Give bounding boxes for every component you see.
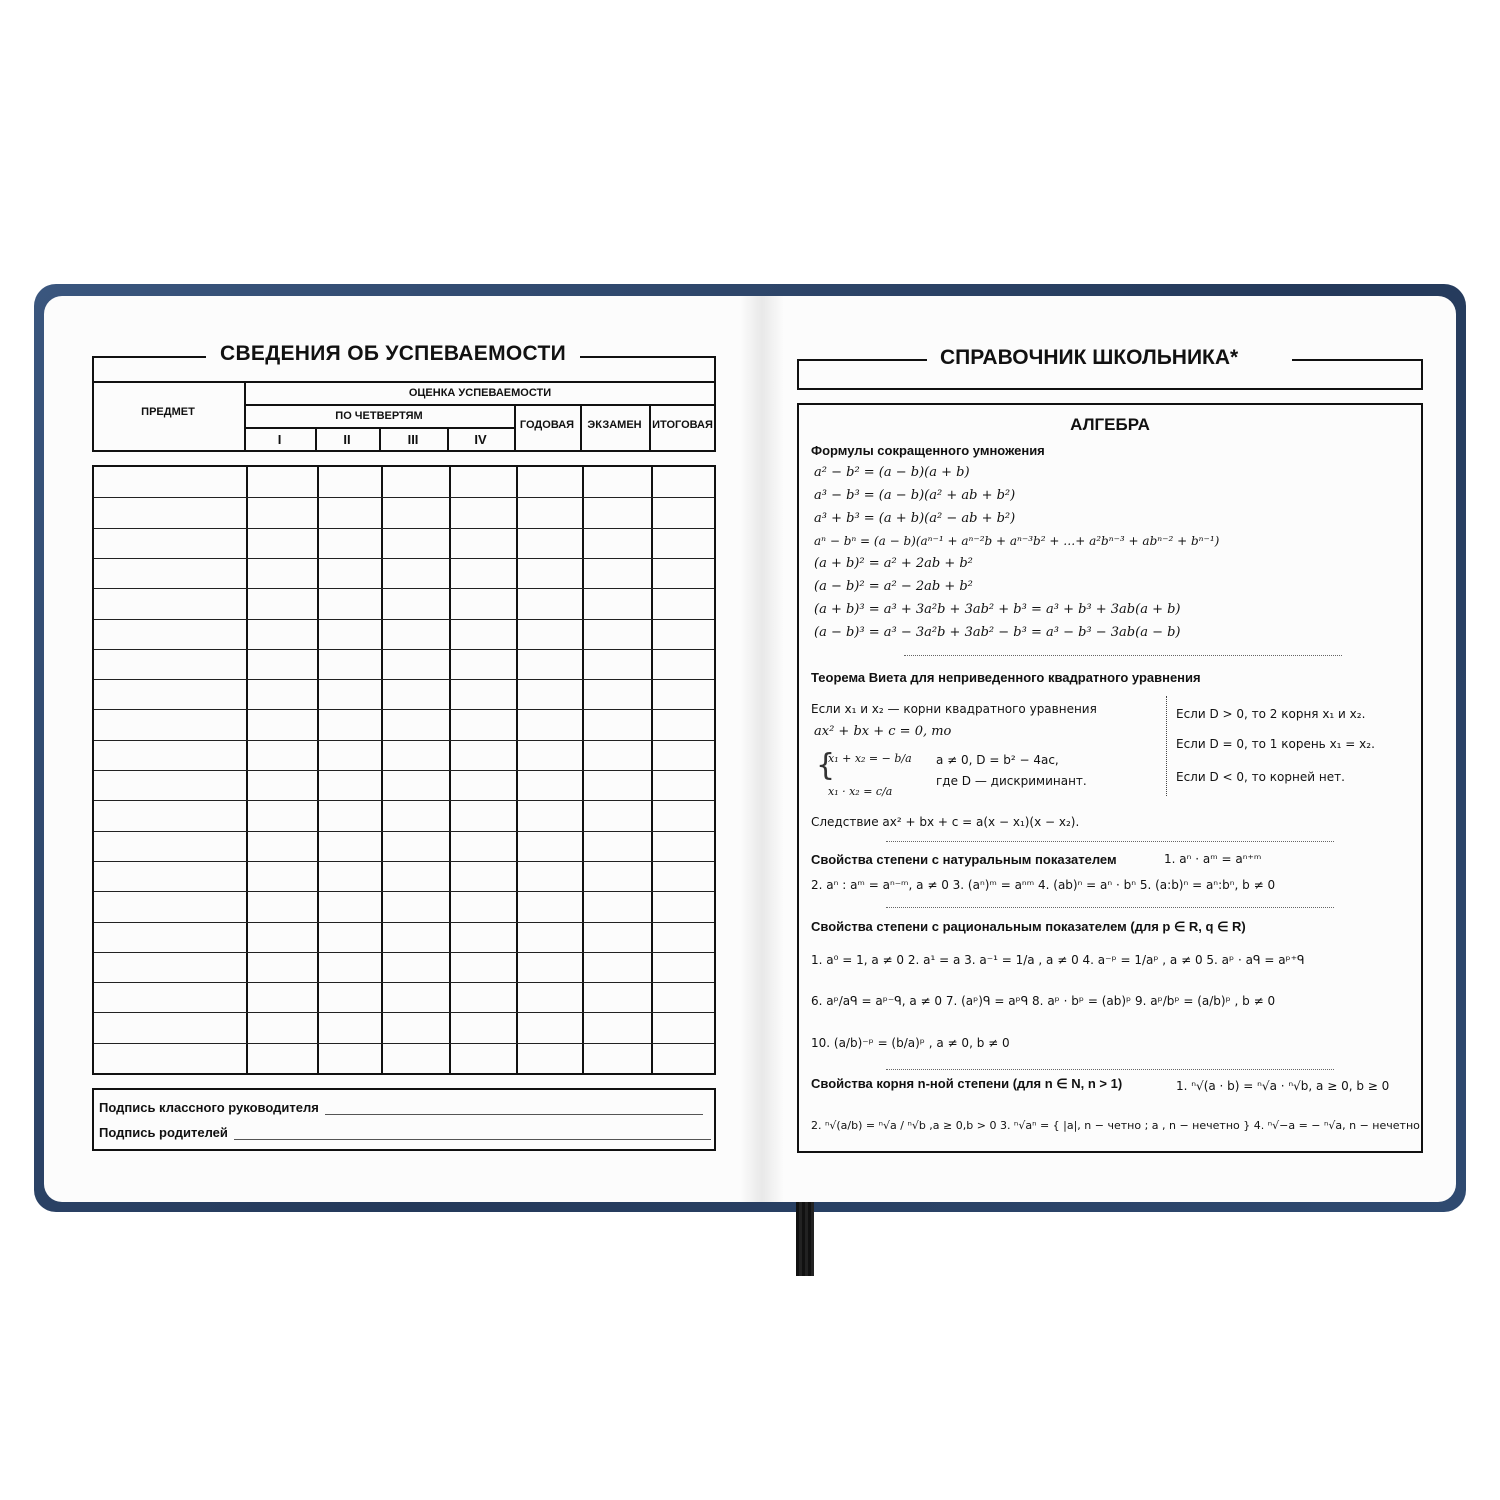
grid-row-line xyxy=(94,922,714,923)
subheading-natural-power: Свойства степени с натуральным показателем xyxy=(811,852,1117,867)
quarter-1: I xyxy=(277,432,282,447)
formula: (a − b)² = a² − 2ab + b² xyxy=(814,579,973,594)
grid-row-line xyxy=(94,558,714,559)
rat-properties-2: 6. aᵖ/aᑫ = aᵖ⁻ᑫ, a ≠ 0 7. (aᵖ)ᑫ = aᵖᑫ 8. aᵖ · bᵖ = (ab)ᵖ 9. aᵖ/bᵖ = (a/b)ᵖ , b ≠ 0 xyxy=(811,994,1276,1008)
dotted-separator xyxy=(886,841,1334,842)
rat-properties-3: 10. (a/b)⁻ᵖ = (b/a)ᵖ , a ≠ 0, b ≠ 0 xyxy=(811,1036,1010,1050)
vieta-product: x₁ · x₂ = c/a xyxy=(828,785,893,798)
grid-row-line xyxy=(94,831,714,832)
disc-case: Если D < 0, то корней нет. xyxy=(1176,770,1345,784)
reference-title: СПРАВОЧНИК ШКОЛЬНИКА* xyxy=(940,346,1239,369)
quarter-4: IV xyxy=(474,432,487,447)
formula: (a − b)³ = a³ − 3a²b + 3ab² − b³ = a³ − b³ − 3ab(a − b) xyxy=(814,625,1181,640)
formula: a² − b² = (a − b)(a + b) xyxy=(814,465,970,480)
grid-row-line xyxy=(94,982,714,983)
rat-properties-1: 1. a⁰ = 1, a ≠ 0 2. a¹ = a 3. a⁻¹ = 1/a , a ≠ 0 4. a⁻ᵖ = 1/aᵖ , a ≠ 0 5. aᵖ · aᑫ = aᵖ⁺ᑫ xyxy=(811,953,1305,967)
parents-signature-line[interactable] xyxy=(234,1127,711,1140)
teacher-signature-line[interactable] xyxy=(325,1102,703,1115)
grid-row-line xyxy=(94,497,714,498)
grid-row-line xyxy=(94,770,714,771)
grades-title: СВЕДЕНИЯ ОБ УСПЕВАЕМОСТИ xyxy=(206,342,580,366)
parents-signature-label: Подпись родителей xyxy=(99,1125,228,1140)
vieta-sum: x₁ + x₂ = − b/a xyxy=(828,752,912,765)
bookmark-ribbon[interactable] xyxy=(796,1196,814,1276)
quarter-3: III xyxy=(407,432,419,447)
root-properties: 2. ⁿ√(a/b) = ⁿ√a / ⁿ√b ,a ≥ 0,b > 0 3. ⁿ√aⁿ = { |a|, n − четно ; a , n − нечетно } 4. ⁿ√−a = − ⁿ√a, n − нечетно xyxy=(811,1119,1420,1132)
col-exam: ЭКЗАМЕН xyxy=(587,419,642,431)
grid-row-line xyxy=(94,952,714,953)
grid-row-line xyxy=(94,1043,714,1044)
title-rule-left xyxy=(797,359,927,361)
quarter-2: II xyxy=(343,432,351,447)
grid-row-line xyxy=(94,1012,714,1013)
formula: aⁿ − bⁿ = (a − b)(aⁿ⁻¹ + aⁿ⁻²b + aⁿ⁻³b² + …+ a²bⁿ⁻³ + abⁿ⁻² + bⁿ⁻¹) xyxy=(814,534,1220,548)
disc-case: Если D > 0, то 2 корня x₁ и x₂. xyxy=(1176,707,1366,721)
col-quarters: ПО ЧЕТВЕРТЯМ xyxy=(335,410,423,422)
formula: (a + b)³ = a³ + 3a²b + 3ab² + b³ = a³ + b³ + 3ab(a + b) xyxy=(814,602,1181,617)
grid-row-line xyxy=(94,861,714,862)
nat-properties: 2. aⁿ : aᵐ = aⁿ⁻ᵐ, a ≠ 0 3. (aⁿ)ᵐ = aⁿᵐ 4. (ab)ⁿ = aⁿ · bⁿ 5. (a:b)ⁿ = aⁿ:bⁿ, b ≠ 0 xyxy=(811,878,1276,892)
formula: (a + b)² = a² + 2ab + b² xyxy=(814,556,973,571)
nat-property-1: 1. aⁿ · aᵐ = aⁿ⁺ᵐ xyxy=(1164,852,1262,866)
disc-case: Если D = 0, то 1 корень x₁ = x₂. xyxy=(1176,737,1375,751)
brace-icon: { xyxy=(816,748,836,783)
vieta-condition: a ≠ 0, D = b² − 4ac, xyxy=(936,753,1059,767)
subheading-multiplication: Формулы сокращенного умножения xyxy=(811,443,1045,458)
dotted-separator xyxy=(904,655,1342,656)
grid-row-line xyxy=(94,891,714,892)
formula: a³ − b³ = (a − b)(a² + ab + b²) xyxy=(814,488,1016,503)
col-final: ИТОГОВАЯ xyxy=(652,419,713,431)
subheading-roots: Свойства корня n-ной степени (для n ∈ N, n > 1) xyxy=(811,1076,1123,1091)
root-property-1: 1. ⁿ√(a · b) = ⁿ√a · ⁿ√b, a ≥ 0, b ≥ 0 xyxy=(1176,1079,1390,1093)
col-year: ГОДОВАЯ xyxy=(519,419,575,431)
vieta-corollary: Следствие ax² + bx + c = a(x − x₁)(x − x₂). xyxy=(811,815,1080,829)
subheading-rational-power: Свойства степени с рациональным показателем (для p ∈ R, q ∈ R) xyxy=(811,919,1246,934)
grid-row-line xyxy=(94,740,714,741)
grades-table[interactable] xyxy=(92,465,716,1075)
vieta-discriminant: где D — дискриминант. xyxy=(936,774,1087,788)
grid-row-line xyxy=(94,649,714,650)
vieta-equation: ax² + bx + c = 0, то xyxy=(814,724,952,739)
signature-box xyxy=(92,1088,716,1151)
grid-row-line xyxy=(94,588,714,589)
grid-row-line xyxy=(94,679,714,680)
page-gutter xyxy=(740,296,784,1202)
teacher-signature-label: Подпись классного руководителя xyxy=(99,1100,319,1115)
dotted-vertical-separator xyxy=(1166,696,1167,796)
algebra-heading: АЛГЕБРА xyxy=(1070,415,1150,434)
dotted-separator xyxy=(886,1069,1334,1070)
vieta-intro: Если x₁ и x₂ — корни квадратного уравнения xyxy=(811,702,1097,716)
grid-row-line xyxy=(94,800,714,801)
formula: a³ + b³ = (a + b)(a² − ab + b²) xyxy=(814,511,1016,526)
grid-row-line xyxy=(94,619,714,620)
title-rule-right xyxy=(1292,359,1423,361)
header-divider xyxy=(92,381,716,383)
grid-row-line xyxy=(94,709,714,710)
dotted-separator xyxy=(886,907,1334,908)
header-divider xyxy=(244,404,716,406)
subheading-vieta: Теорема Виета для неприведенного квадратного уравнения xyxy=(811,670,1201,685)
col-grades: ОЦЕНКА УСПЕВАЕМОСТИ xyxy=(408,387,552,399)
col-subject: ПРЕДМЕТ xyxy=(141,406,195,418)
grid-row-line xyxy=(94,528,714,529)
